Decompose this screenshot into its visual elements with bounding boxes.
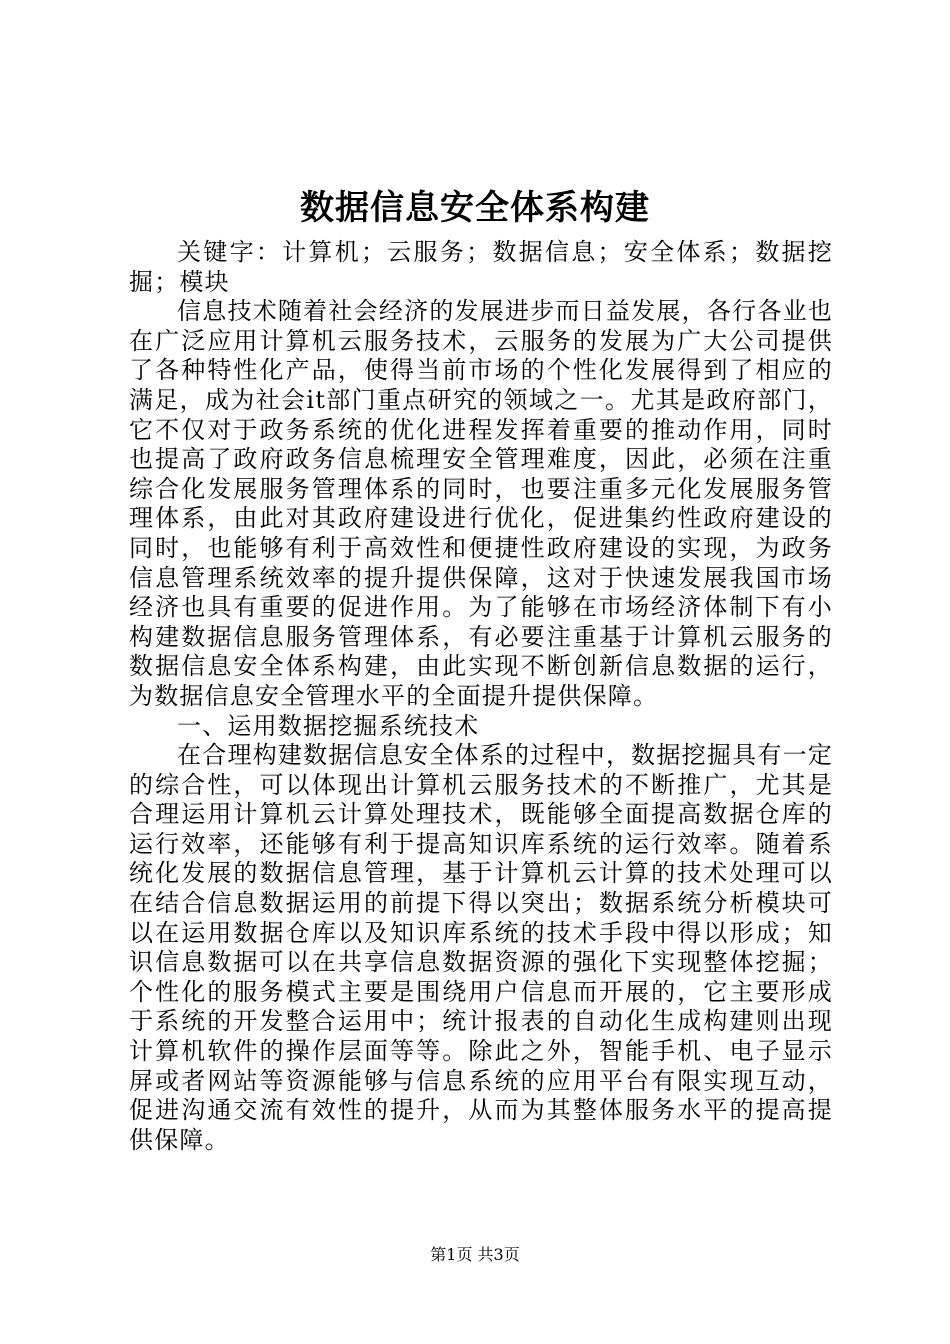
keywords-paragraph: 关键字：计算机；云服务；数据信息；安全体系；数据挖掘；模块 bbox=[129, 238, 833, 296]
intro-paragraph: 信息技术随着社会经济的发展进步而日益发展，各行各业也在广泛应用计算机云服务技术，云服务的发展为广大公司提供了各种特性化产品，使得当前市场的个性化发展得到了相应的满足，成为社会it部门重点研究的领域之一。尤其是政府部门，它不仅对于政务系统的优化进程发挥着重要的推动作用，同时也提高了政府政务信息梳理安全管理难度，因此，必须在注重综合化发展服务管理体系的同时，也要注重多元化发展服务管理体系，由此对其政府建设进行优化，促进集约性政府建设的同时，也能够有利于高效性和便捷性政府建设的实现，为政务信息管理系统效率的提升提供保障，这对于快速发展我国市场经济也具有重要的促进作用。为了能够在市场经济体制下有小构建数据信息服务管理体系，有必要注重基于计算机云服务的数据信息安全体系构建，由此实现不断创新信息数据的运行，为数据信息安全管理水平的全面提升提供保障。 bbox=[129, 297, 833, 710]
section-heading: 一、运用数据挖掘系统技术 bbox=[177, 711, 480, 740]
document-body bbox=[129, 238, 833, 1155]
page-footer: 第1页 共3页 bbox=[430, 1245, 520, 1264]
section-paragraph: 在合理构建数据信息安全体系的过程中，数据挖掘具有一定的综合性，可以体现出计算机云服务技术的不断推广，尤其是合理运用计算机云计算处理技术，既能够全面提高数据仓库的运行效率，还能够有利于提高知识库系统的运行效率。随着系统化发展的数据信息管理，基于计算机云计算的技术处理可以在结合信息数据运用的前提下得以突出；数据系统分析模块可以在运用数据仓库以及知识库系统的技术手段中得以形成；知识信息数据可以在共享信息数据资源的强化下实现整体挖掘；个性化的服务模式主要是围绕用户信息而开展的，它主要形成于系统的开发整合运用中；统计报表的自动化生成构建则出现计算机软件的操作层面等等。除此之外，智能手机、电子显示屏或者网站等资源能够与信息系统的应用平台有限实现互动，促进沟通交流有效性的提升，从而为其整体服务水平的提高提供保障。 bbox=[129, 741, 833, 1154]
document-title: 数据信息安全体系构建 bbox=[300, 188, 650, 228]
